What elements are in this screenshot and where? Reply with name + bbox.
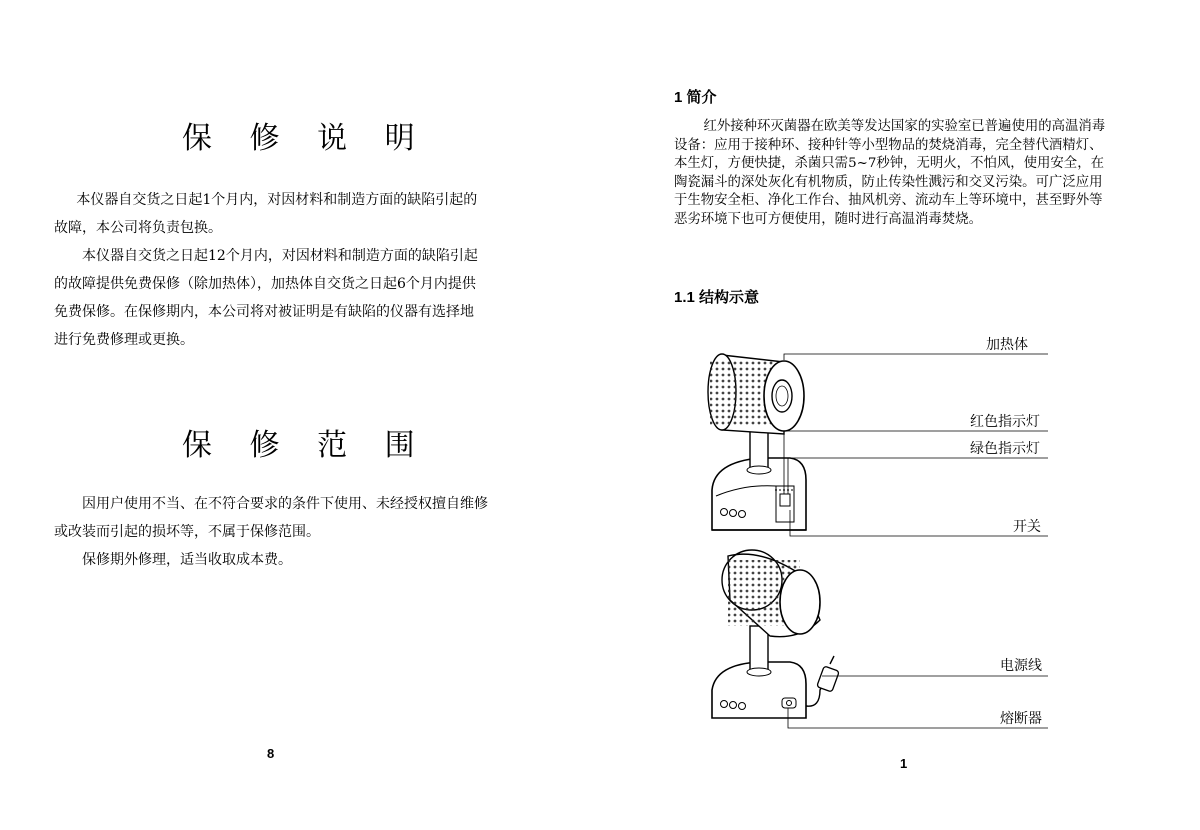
section-heading: 1 简介: [674, 89, 717, 106]
warranty-paragraph-2: 本仪器自交货之日起12个月内，对因材料和制造方面的缺陷引起的故障提供免费保修（除加热体），加热体自交货之日起6个月内提供免费保修。在保修期内，本公司将对被证明是有缺陷的仪器有选择地进行免费修理或更换。: [54, 248, 478, 348]
scope-paragraph-2: 保修期外修理，适当收取成本费。: [82, 552, 292, 568]
bottom-device-illustration: [712, 550, 839, 718]
right-page-number: 1: [900, 756, 908, 771]
scope-paragraph-1: 因用户使用不当、在不符合要求的条件下使用、未经授权擅自维修或改装而引起的损坏等，不属于保修范围。: [54, 496, 488, 540]
scope-title: 保 修 范 围: [182, 428, 429, 463]
warranty-title: 保 修 说 明: [182, 121, 429, 156]
label-switch: 开关: [1013, 519, 1041, 535]
left-page-number: 8: [267, 746, 275, 761]
warranty-paragraph-1: 本仪器自交货之日起1个月内，对因材料和制造方面的缺陷引起的故障，本公司将负责包换。: [54, 192, 478, 236]
label-heater: 加热体: [986, 337, 1028, 353]
subsection-heading: 1.1 结构示意: [674, 289, 760, 306]
label-red-indicator: 红色指示灯: [970, 414, 1040, 430]
intro-paragraph: 红外接种环灭菌器在欧美等发达国家的实验室已普遍使用的高温消毒设备：应用于接种环、接种针等小型物品的焚烧消毒，完全替代酒精灯、本生灯，方便快捷，杀菌只需5~7秒钟，无明火，不怕风，使用安全，在陶瓷漏斗的深处灰化有机物质，防止传染性溅污和交叉污染。可广泛应用于生物安全柜、净化工作台、抽风机旁、流动车上等环境中，甚至野外等恶劣环境下也可方便使用，随时进行高温消毒焚烧。: [674, 119, 1106, 227]
top-device-illustration: [708, 354, 806, 530]
label-power-cord: 电源线: [1000, 658, 1042, 674]
label-green-indicator: 绿色指示灯: [970, 441, 1040, 457]
label-fuse: 熔断器: [1000, 711, 1042, 727]
